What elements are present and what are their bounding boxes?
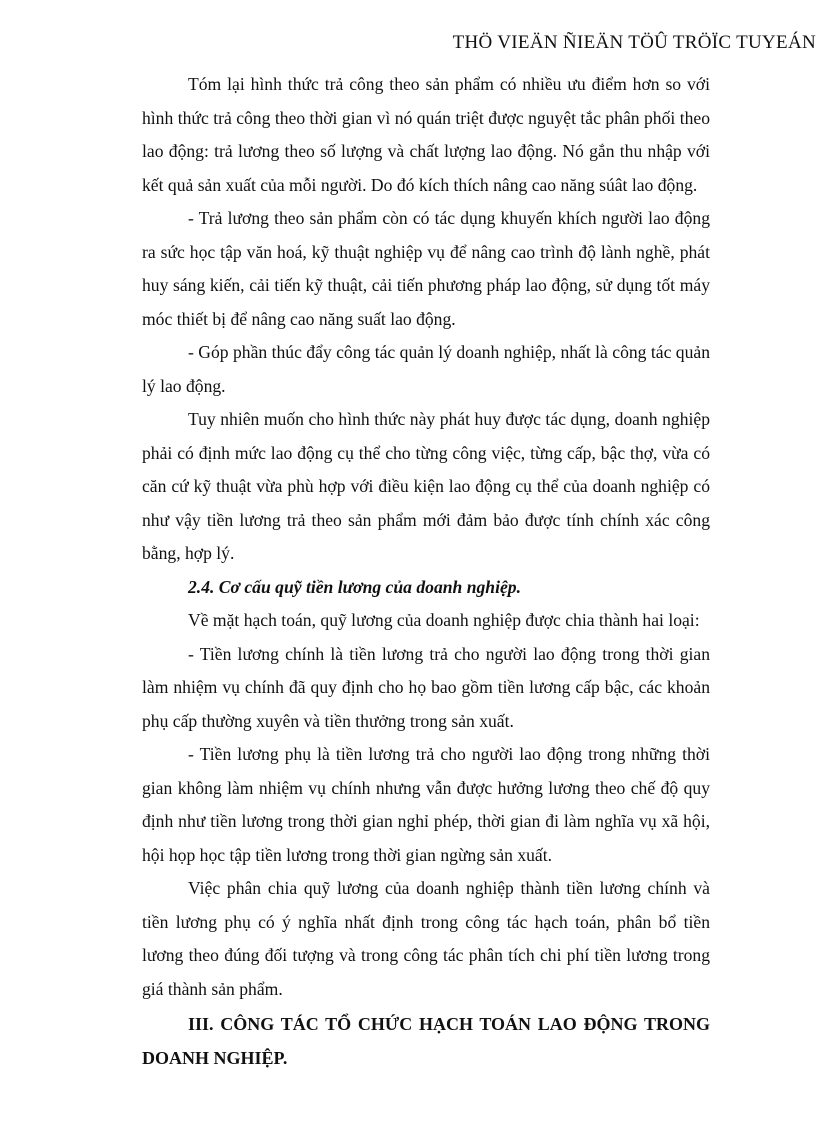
paragraph-requirements: Tuy nhiên muốn cho hình thức này phát huy được tác dụng, doanh nghiệp phải có định mức lao động cụ thể cho từng công việc, từng cấp, bậc thợ, vừa có căn cứ kỹ thuật vừa phù hợp với điều kiện lao động cụ thể của doanh nghiệp có như vậy tiền lương trả theo sản phẩm mới đảm bảo được tính chính xác công bằng, hợp lý. — [142, 409, 710, 563]
paragraph-main-wage: - Tiền lương chính là tiền lương trả cho người lao động trong thời gian làm nhiệm vụ chính đã quy định cho họ bao gồm tiền lương cấp bậc, các khoản phụ cấp thường xuyên và tiền thưởng trong sản xuất. — [142, 643, 710, 731]
page-header: THÖ VIEÄN ÑIEÄN TÖÛ TRÖÏC TUYEÁN — [452, 32, 816, 53]
chapter-heading-iii: III. CÔNG TÁC TỔ CHỨC HẠCH TOÁN LAO ĐỘNG TRONG DOANH NGHIỆP. — [142, 1014, 710, 1068]
paragraph-management: - Góp phần thúc đẩy công tác quản lý doanh nghiệp, nhất là công tác quản lý lao động. — [142, 342, 710, 396]
section-heading-2-4: 2.4. Cơ cấu quỹ tiền lương của doanh nghiệp. — [188, 576, 521, 597]
paragraph-incentive: - Trả lương theo sản phẩm còn có tác dụng khuyến khích người lao động ra sức học tập văn hoá, kỹ thuật nghiệp vụ để nâng cao trình độ lành nghề, phát huy sáng kiến, cải tiến kỹ thuật, cải tiến phương pháp lao động, sử dụng tốt máy móc thiết bị để nâng cao năng suất lao động. — [142, 208, 710, 329]
document-body — [142, 68, 710, 1075]
paragraph-summary: Tóm lại hình thức trả công theo sản phẩm có nhiều ưu điểm hơn so với hình thức trả công theo thời gian vì nó quán triệt được nguyệt tắc phân phối theo lao động: trả lương theo số lượng và chất lượng lao động. Nó gắn thu nhập với kết quả sản xuất của mỗi người. Do đó kích thích nâng cao năng súât lao động. — [142, 74, 710, 195]
paragraph-secondary-wage: - Tiền lương phụ là tiền lương trả cho người lao động trong những thời gian không làm nhiệm vụ chính nhưng vẫn được hưởng lương theo chế độ quy định như tiền lương trong thời gian nghỉ phép, thời gian đi làm nghĩa vụ xã hội, hội họp học tập tiền lương trong thời gian ngừng sản xuất. — [142, 744, 710, 865]
paragraph-accounting: Về mặt hạch toán, quỹ lương của doanh nghiệp được chia thành hai loại: — [188, 610, 700, 630]
paragraph-division: Việc phân chia quỹ lương của doanh nghiệp thành tiền lương chính và tiền lương phụ có ý nghĩa nhất định trong công tác hạch toán, phân bổ tiền lương theo đúng đối tượng và trong công tác phân tích chi phí tiền lương trong giá thành sản phẩm. — [142, 878, 710, 999]
